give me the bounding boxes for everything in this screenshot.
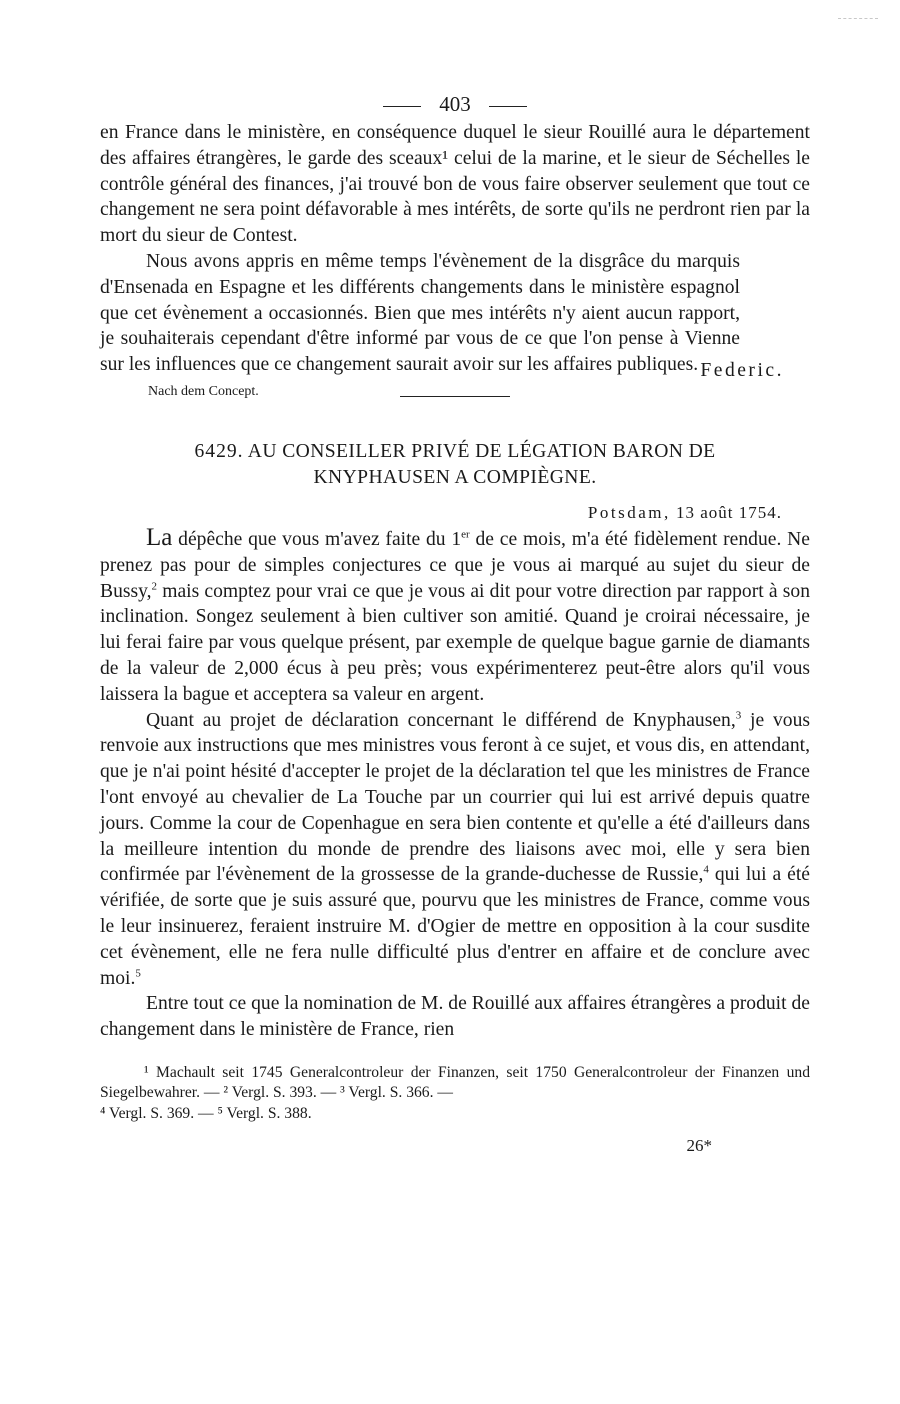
letter-title-line2: KNYPHAUSEN A COMPIÈGNE. — [313, 466, 597, 488]
page-number: 403 — [439, 92, 471, 116]
section-separator — [400, 396, 510, 397]
paragraph-depeche — [100, 525, 810, 708]
letter-heading — [100, 439, 810, 491]
footnote-ref-5: 5 — [135, 966, 141, 979]
dateline-place: Potsdam, — [587, 502, 671, 522]
scan-margin-mark — [838, 18, 878, 19]
footnotes — [100, 1063, 810, 1125]
header-rule-left — [383, 106, 421, 107]
closing-paragraph-block — [100, 249, 810, 381]
running-header — [100, 88, 810, 120]
text-run: je vous renvoie aux instructions que mes ministres vous feront à ce sujet, et vous dis, en attendant, que je n'ai point hésité d'accepter le projet de la déclaration tel que les ministres de France l'ont envoyé au chevalier de La Touche par un courrier qui lui est arrivé depuis quatre jours. Comme la cour de Copenhague en sera bien contente et qu'elle a été d'ailleurs dans la meilleure intention du monde de prendre des liaisons avec moi, elle y sera bien confirmée par l'évènement de la grossesse de la grande-duchesse de Russie, — [100, 709, 810, 886]
source-note: Nach dem Concept. — [148, 383, 259, 399]
letter-title-line1: AU CONSEILLER PRIVÉ DE LÉGATION BARON DE — [247, 440, 716, 462]
dateline-date: 13 août 1754. — [675, 502, 782, 522]
initial-word: La — [146, 523, 173, 551]
text-run: mais comptez pour vrai ce que je vous ai dit pour votre direction par rapport à son inclination. Songez seulement à bien cultiver son amitié. Quand je croirai nécessaire, je lui ferai faire par vous quelque présent, par exemple de quelque bague garnie de diamants de la valeur de 2,000 écus à peu près; vous expérimenterez peut-être alors qu'il vous laissera la bague et acceptera sa valeur en argent. — [100, 580, 810, 705]
letter-number: 6429. — [194, 440, 244, 462]
text-run: de ce mois, m'a été fidèlement rendue. Ne prenez pas pour de simples conjectures ce que je vous ai marqué au sujet du sieur de Bussy, — [100, 528, 810, 602]
text-run: Quant au projet de déclaration concernant le différend de Knyphausen, — [146, 709, 736, 731]
signature: Federic. — [700, 359, 784, 381]
paragraph-continued: en France dans le ministère, en conséquence duquel le sieur Rouillé aura le département des affaires étrangères, le garde des sceaux¹ celui de la marine, et le sieur de Séchelles le contrôle général des finances, j'ai trouvé bon de vous faire observer seulement que tout ce changement ne sera point défavorable à mes intérêts, de sorte qu'ils ne perdront rien par la mort du sieur de Contest. — [100, 122, 810, 247]
footnote-ref-3: 3 — [735, 709, 742, 722]
book-page — [100, 88, 810, 1156]
superscript: er — [461, 528, 470, 541]
paragraph-declaration — [100, 708, 810, 992]
dateline — [100, 501, 782, 525]
text-run: dépêche que vous m'avez faite du 1 — [172, 528, 462, 550]
text-run: qui lui a été vérifiée, de sorte que je suis assuré que, pourvu que les ministres de France, comme vous le leur insinuerez, feraient instruire M. d'Ogier de mettre en opposition à la cour susdite cet évènement, elle ne fera nulle difficulté plus d'entrer en affaire et de conclure avec moi. — [100, 864, 810, 989]
footnote-ref-4: 4 — [703, 863, 709, 876]
footnote-line-2: ⁴ Vergl. S. 369. — ⁵ Vergl. S. 388. — [100, 1104, 312, 1122]
signature-mark: 26* — [686, 1136, 712, 1156]
paragraph-disgrace: Nous avons appris en même temps l'évènement de la disgrâce du marquis d'Ensenada en Espagne et les différents changements dans le ministère espagnol que cet évènement a occasionnés. Bien que mes intérêts n'y aient aucun rapport, je souhaiterais cependant d'être informé par vous de ce que l'on pense à Vienne sur les influences que ce changement saurait avoir sur les affaires publiques. — [100, 250, 740, 376]
header-rule-right — [489, 106, 527, 107]
footnote-ref-2: 2 — [151, 580, 158, 593]
paragraph-nomination: Entre tout ce que la nomination de M. de Rouillé aux affaires étrangères a produit de changement dans le ministère de France, rien — [100, 993, 810, 1041]
footnote-line-1: ¹ Machault seit 1745 Generalcontroleur der Finanzen, seit 1750 Generalcontroleur der Finanzen und Siegelbewahrer. — ² Vergl. S. 393. — ³ Vergl. S. 366. — — [100, 1063, 810, 1102]
